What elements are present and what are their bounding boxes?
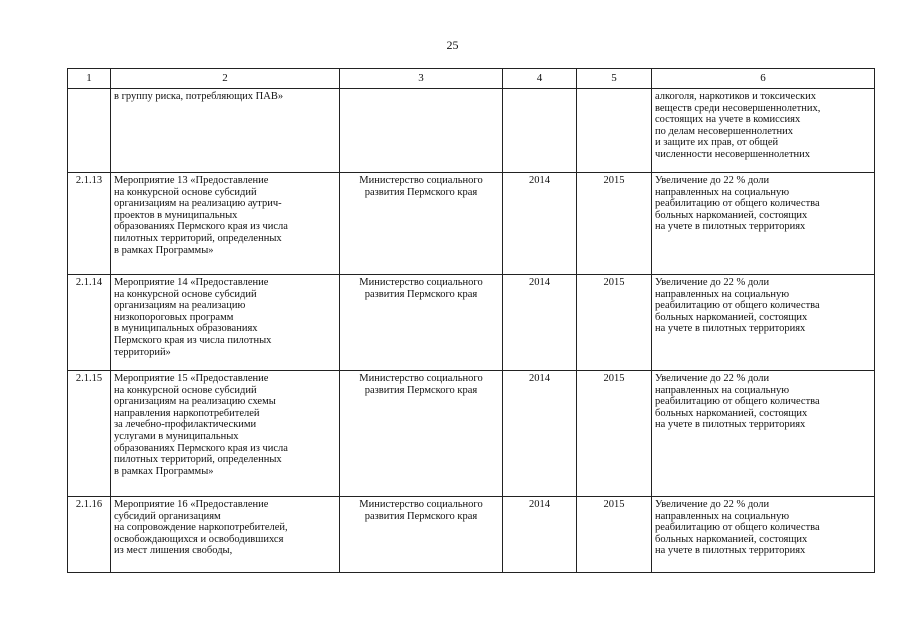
column-header: 3 xyxy=(340,69,503,89)
activity-description: Мероприятие 13 «Предоставление на конкурсной основе субсидий организациям на реализацию аутрич- проектов в муниципальных образованиях Пермского края из числа пилотных территорий, определенных в рамках Программы» xyxy=(111,173,340,275)
row-number xyxy=(68,89,111,173)
column-header: 1 xyxy=(68,69,111,89)
end-year: 2015 xyxy=(577,371,652,497)
end-year xyxy=(577,89,652,173)
expected-result: Увеличение до 22 % доли направленных на социальную реабилитацию от общего количества больных наркоманией, состоящих на учете в пилотных территориях xyxy=(652,497,875,573)
activity-description: Мероприятие 14 «Предоставление на конкурсной основе субсидий организациям на реализацию низкопороговых программ в муниципальных образованиях Пермского края из числа пилотных территорий» xyxy=(111,275,340,371)
executor: Министерство социального развития Пермского края xyxy=(340,275,503,371)
column-header: 6 xyxy=(652,69,875,89)
row-number: 2.1.16 xyxy=(68,497,111,573)
table-row xyxy=(68,497,875,573)
table-row xyxy=(68,173,875,275)
column-header: 4 xyxy=(503,69,577,89)
start-year: 2014 xyxy=(503,497,577,573)
executor xyxy=(340,89,503,173)
end-year: 2015 xyxy=(577,275,652,371)
executor: Министерство социального развития Пермского края xyxy=(340,173,503,275)
end-year: 2015 xyxy=(577,497,652,573)
expected-result: Увеличение до 22 % доли направленных на социальную реабилитацию от общего количества больных наркоманией, состоящих на учете в пилотных территориях xyxy=(652,275,875,371)
start-year: 2014 xyxy=(503,371,577,497)
table-row xyxy=(68,371,875,497)
table-row xyxy=(68,275,875,371)
activity-description: Мероприятие 16 «Предоставление субсидий организациям на сопровождение наркопотребителей, освобождающихся и освободившихся из мест лишения свободы, xyxy=(111,497,340,573)
executor: Министерство социального развития Пермского края xyxy=(340,497,503,573)
end-year: 2015 xyxy=(577,173,652,275)
page-number: 25 xyxy=(446,38,459,52)
expected-result: Увеличение до 22 % доли направленных на социальную реабилитацию от общего количества больных наркоманией, состоящих на учете в пилотных территориях xyxy=(652,173,875,275)
row-number: 2.1.13 xyxy=(68,173,111,275)
row-number: 2.1.15 xyxy=(68,371,111,497)
executor: Министерство социального развития Пермского края xyxy=(340,371,503,497)
expected-result: Увеличение до 22 % доли направленных на социальную реабилитацию от общего количества больных наркоманией, состоящих на учете в пилотных территориях xyxy=(652,371,875,497)
activity-description: Мероприятие 15 «Предоставление на конкурсной основе субсидий организациям на реализацию схемы направления наркопотребителей за лечебно-профилактическими услугами в муниципальных образованиях Пермского края из числа пилотных территорий, определенных в рамках Программы» xyxy=(111,371,340,497)
start-year xyxy=(503,89,577,173)
table-row xyxy=(68,89,875,173)
table-header-row xyxy=(68,69,875,89)
activity-description: в группу риска, потребляющих ПАВ» xyxy=(111,89,340,173)
program-activities-table xyxy=(67,68,875,573)
expected-result: алкоголя, наркотиков и токсических веществ среди несовершеннолетних, состоящих на учете в комиссиях по делам несовершеннолетних и защите их прав, от общей численности несовершеннолетних xyxy=(652,89,875,173)
column-header: 2 xyxy=(111,69,340,89)
row-number: 2.1.14 xyxy=(68,275,111,371)
start-year: 2014 xyxy=(503,275,577,371)
column-header: 5 xyxy=(577,69,652,89)
start-year: 2014 xyxy=(503,173,577,275)
